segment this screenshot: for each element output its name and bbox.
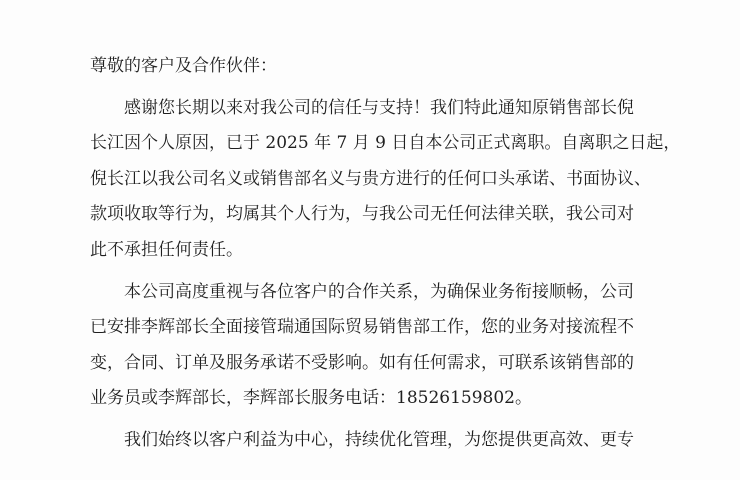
paragraph-handover-notice (90, 275, 665, 417)
paragraph-resignation-notice (90, 91, 681, 269)
paragraph-line: 倪长江以我公司名义或销售部名义与贵方进行的任何口头承诺、书面协议、 (90, 168, 651, 189)
paragraph-line: 此不承担任何责任。 (90, 239, 243, 260)
paragraph-line: 已安排李辉部长全面接管瑞通国际贸易销售部工作，您的业务对接流程不 (90, 317, 634, 338)
salutation: 尊敬的客户及合作伙伴： (90, 56, 277, 76)
paragraph-line: 本公司高度重视与各位客户的合作关系，为确保业务衔接顺畅，公司 (124, 281, 634, 302)
paragraph-line: 我们始终以客户利益为中心，持续优化管理，为您提供更高效、更专 (124, 429, 634, 450)
paragraph-closing (90, 423, 665, 459)
paragraph-line: 业务员或李辉部长，李辉部长服务电话：18526159802。 (90, 388, 532, 409)
notice-letter (90, 49, 681, 459)
paragraph-line: 款项收取等行为，均属其个人行为，与我公司无任何法律关联，我公司对 (90, 204, 634, 225)
paragraph-line: 变，合同、订单及服务承诺不受影响。如有任何需求，可联系该销售部的 (90, 352, 634, 373)
paragraph-line: 感谢您长期以来对我公司的信任与支持！我们特此通知原销售部长倪 (124, 97, 634, 118)
paragraph-line: 长江因个人原因，已于 2025 年 7 月 9 日自本公司正式离职。自离职之日起， (90, 133, 681, 154)
